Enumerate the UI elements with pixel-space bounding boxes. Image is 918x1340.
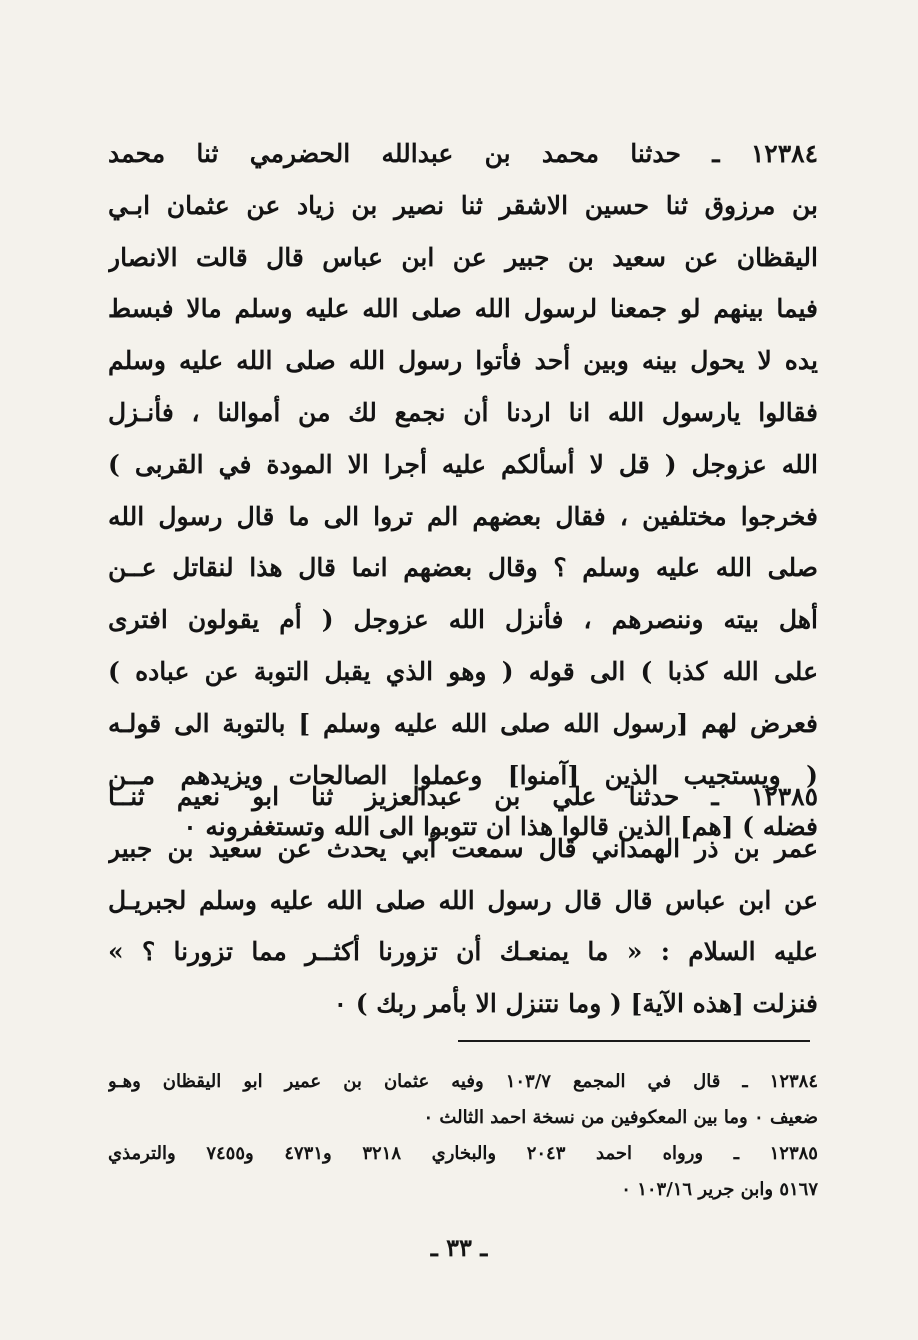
text-line: فضله ) [هم] الذين قالوا هذا ان تتوبوا الى الله وتستغفرونه ٠: [183, 812, 818, 842]
text-line: فنزلت [هذه الآية] ( وما نتنزل الا بأمر ربك ) ٠: [333, 989, 818, 1019]
footnote-line: ضعيف ٠ وما بين المعكوفين من نسخة احمد الثالث ٠: [423, 1107, 818, 1128]
footnotes: [108, 1064, 818, 1208]
hadith-12385: [108, 771, 818, 1030]
text-line: ( ويستجيب الذين [آمنوا] وعملوا الصالحات ويزيدهم مــن: [108, 760, 818, 790]
footnote-line: ١٢٣٨٤ ـ قال في المجمع ١٠٣/٧ وفيه عثمان بن عمير ابو اليقظان وهـو: [108, 1071, 818, 1092]
text-line: صلى الله عليه وسلم ؟ وقال بعضهم انما قال هذا لنقاتل عــن: [108, 553, 818, 583]
text-line: اليقظان عن سعيد بن جبير عن ابن عباس قال قالت الانصار: [108, 242, 818, 272]
footnote-line: ٥١٦٧ وابن جرير ١٠٣/١٦ ٠: [621, 1179, 818, 1200]
hadith-12384: [108, 128, 818, 853]
text-line: الله عزوجل ( قل لا أسألكم عليه أجرا الا المودة في القربى ): [108, 449, 818, 479]
text-line: ١٢٣٨٥ ـ حدثنا علي بن عبدالعزيز ثنا ابو نعيم ثنــا: [108, 782, 818, 811]
footnote-divider: [458, 1040, 810, 1042]
text-line: على الله كذبا ) الى قوله ( وهو الذي يقبل التوبة عن عباده ): [108, 656, 818, 686]
text-line: عن ابن عباس قال قال رسول الله صلى الله عليه وسلم لجبريـل: [108, 885, 818, 915]
text-line: يده لا يحول بينه وبين أحد فأتوا رسول الله صلى الله عليه وسلم: [108, 346, 818, 376]
text-line: ١٢٣٨٤ ـ حدثنا محمد بن عبدالله الحضرمي ثنا محمد: [108, 139, 818, 168]
text-line: فيما بينهم لو جمعنا لرسول الله صلى الله عليه وسلم مالا فبسط: [108, 294, 818, 324]
text-line: فعرض لهم [رسول الله صلى الله عليه وسلم ] بالتوبة الى قولـه: [108, 708, 818, 738]
text-line: أهل بيته وننصرهم ، فأنزل الله عزوجل ( أم يقولون افترى: [108, 605, 818, 635]
page-number: ـ ٣٣ ـ: [430, 1233, 488, 1262]
text-line: عمر بن ذر الهمداني قال سمعت أبي يحدث عن سعيد بن جبير: [108, 833, 818, 863]
text-line: بن مرزوق ثنا حسين الاشقر ثنا نصير بن زياد عن عثمان ابـي: [108, 190, 818, 220]
text-line: فقالوا يارسول الله انا اردنا أن نجمع لك من أموالنا ، فأنـزل: [108, 397, 818, 427]
text-line: عليه السلام : « ما يمنعـك أن تزورنا أكثــر مما تزورنا ؟ »: [108, 937, 818, 967]
text-line: فخرجوا مختلفين ، فقال بعضهم الم تروا الى ما قال رسول الله: [108, 501, 818, 531]
footnote-line: ١٢٣٨٥ ـ ورواه احمد ٢٠٤٣ والبخاري ٣٢١٨ و٤٧٣١ و٧٤٥٥ والترمذي: [108, 1143, 818, 1164]
